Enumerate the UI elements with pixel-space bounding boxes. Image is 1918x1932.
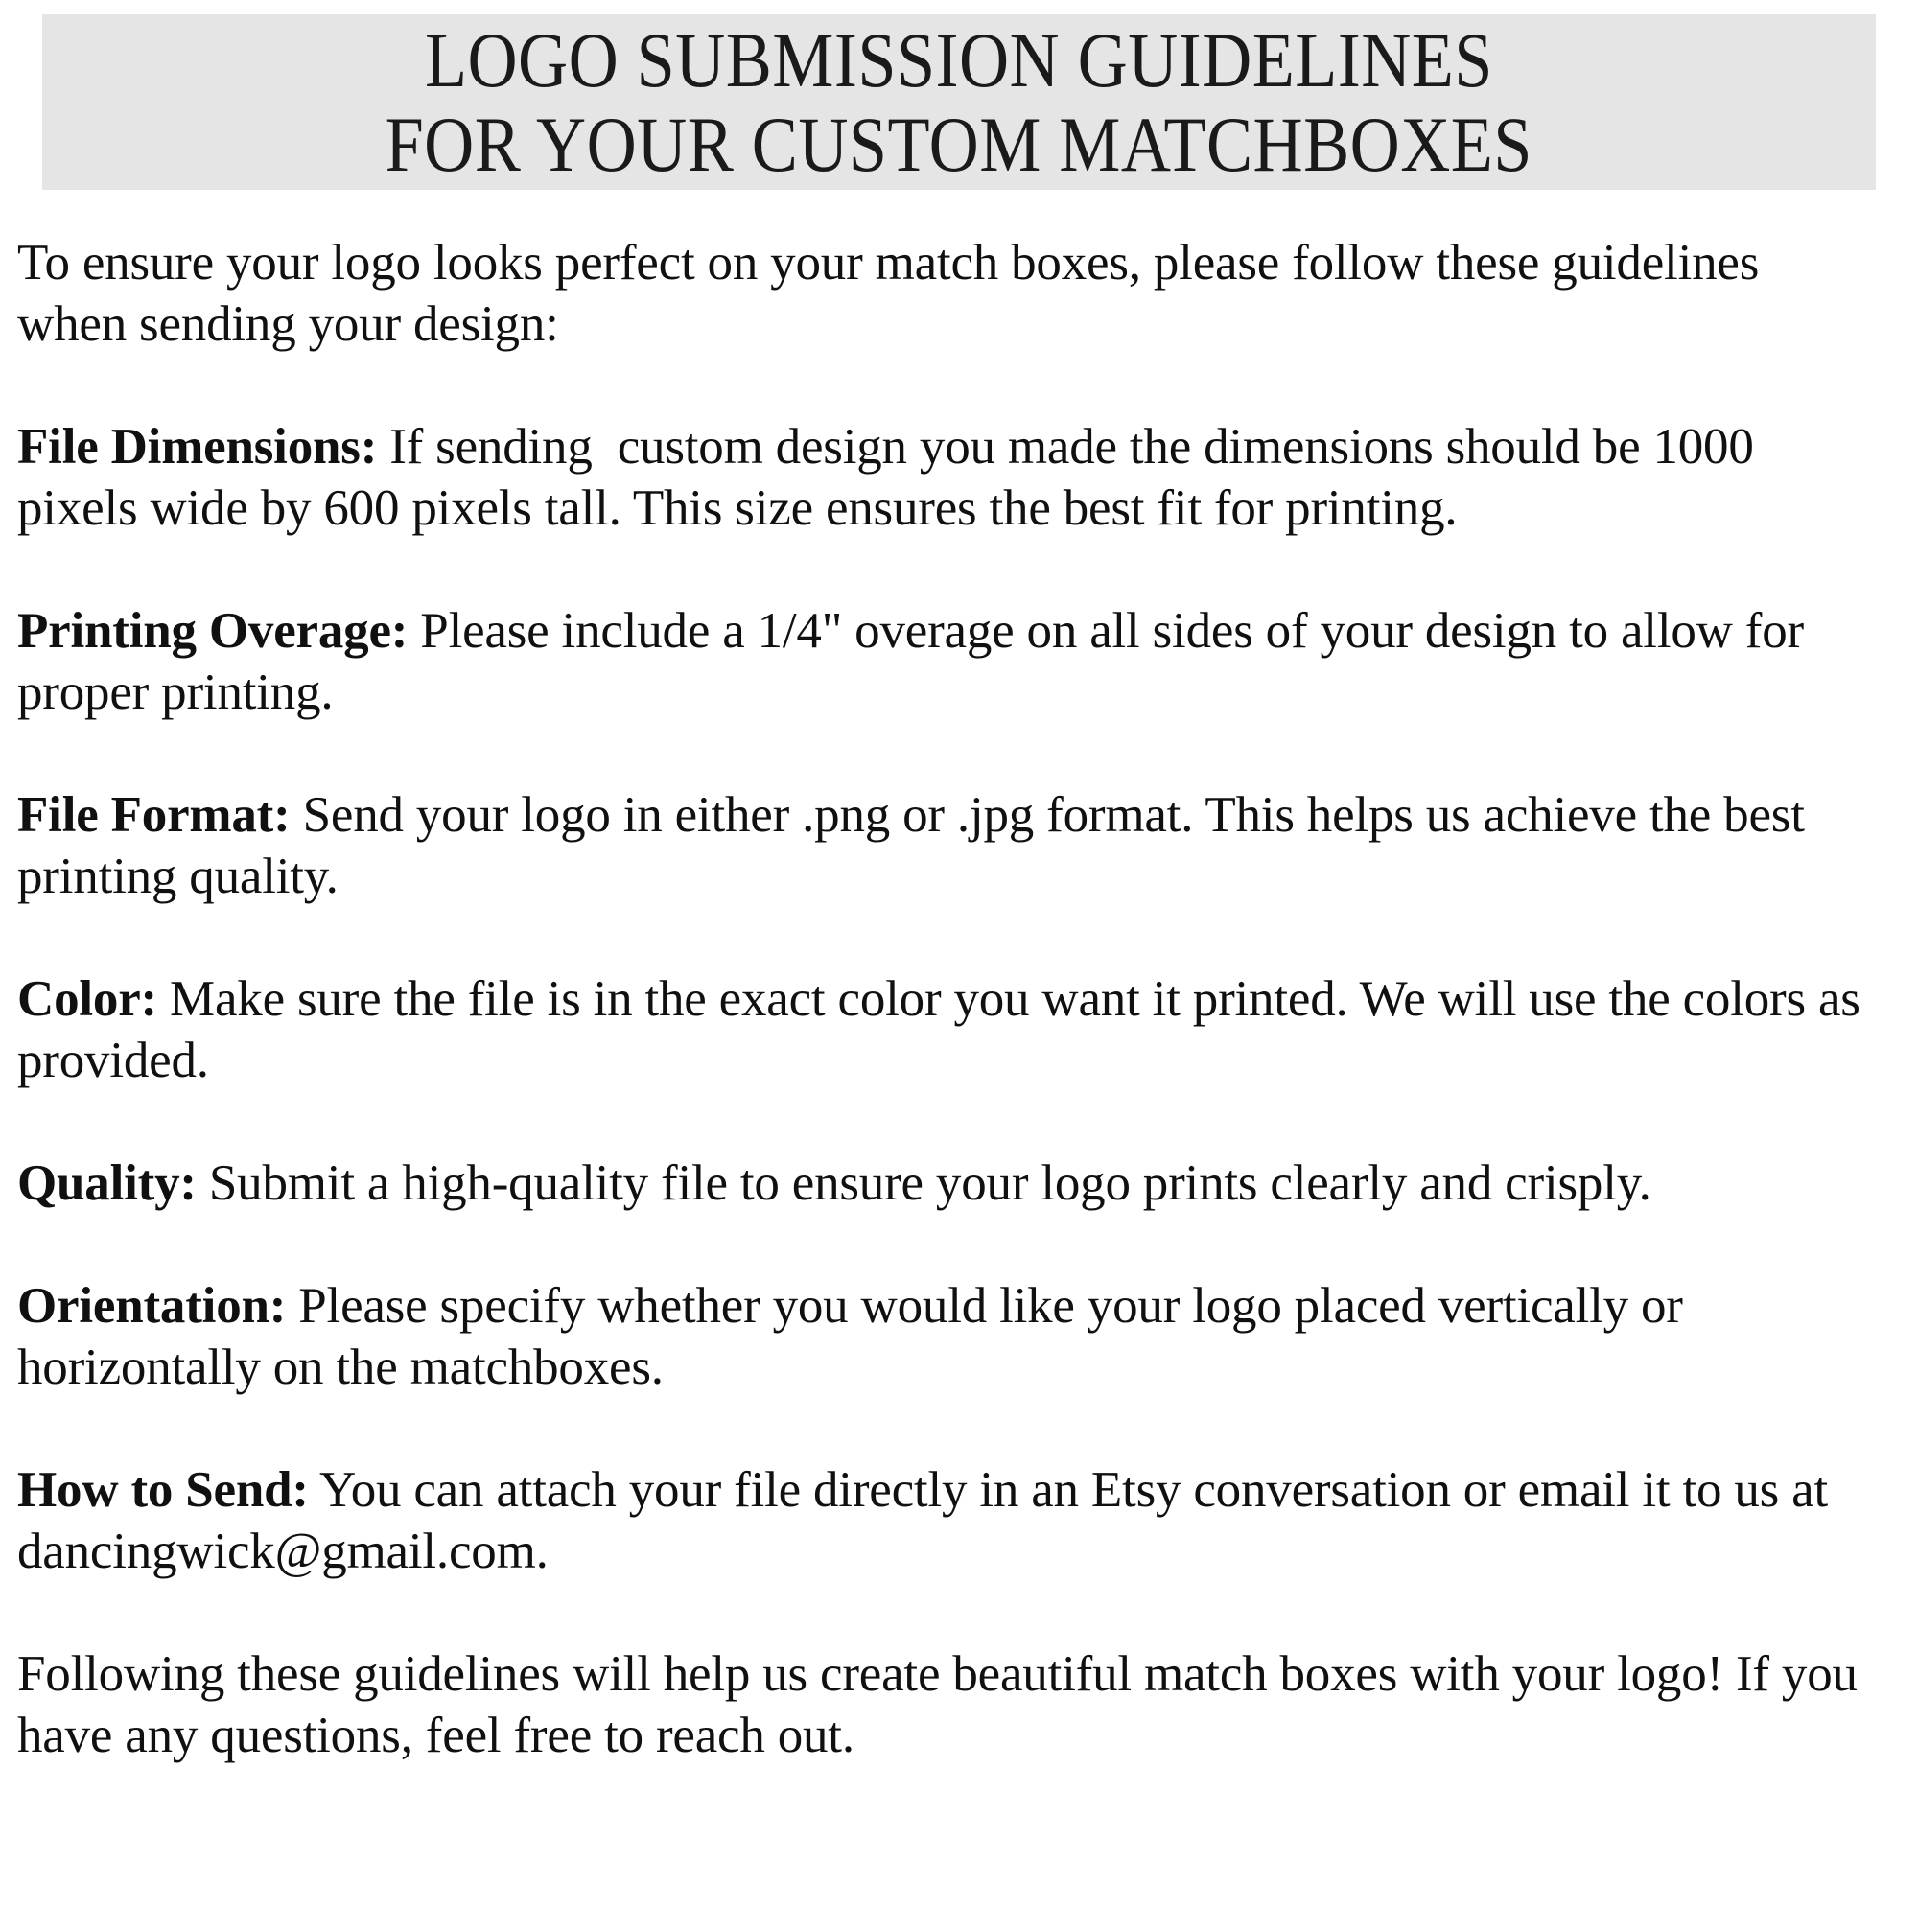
guideline-text-color: Make sure the file is in the exact color you want it printed. We will use the colors as provided. bbox=[17, 971, 1873, 1088]
guideline-paragraph-printing-overage bbox=[17, 600, 1872, 723]
intro-text: To ensure your logo looks perfect on your match boxes, please follow these guidelines when sending your design: bbox=[17, 235, 1772, 352]
guideline-text-how-to-send: You can attach your file directly in an Etsy conversation or email it to us at dancingwick@gmail.com. bbox=[17, 1462, 1841, 1579]
guideline-label-quality: Quality: bbox=[17, 1155, 197, 1211]
header-banner bbox=[42, 14, 1876, 190]
guideline-paragraph-file-dimensions bbox=[17, 416, 1872, 539]
closing-text: Following these guidelines will help us create beautiful match boxes with your logo! If you have any questions, feel free to reach out. bbox=[17, 1646, 1870, 1763]
guideline-text-quality: Submit a high-quality file to ensure your logo prints clearly and crisply. bbox=[196, 1155, 1651, 1211]
guideline-paragraph-orientation bbox=[17, 1275, 1872, 1398]
guideline-label-how-to-send: How to Send: bbox=[17, 1462, 309, 1518]
guideline-label-file-dimensions: File Dimensions: bbox=[17, 419, 378, 475]
intro-paragraph bbox=[17, 232, 1872, 355]
guideline-text-printing-overage: Please include a 1/4" overage on all sides of your design to allow for proper printing. bbox=[17, 603, 1817, 720]
guideline-label-orientation: Orientation: bbox=[17, 1278, 287, 1334]
guideline-label-printing-overage: Printing Overage: bbox=[17, 603, 409, 659]
guideline-paragraph-color bbox=[17, 968, 1872, 1091]
document-body bbox=[0, 190, 1918, 1766]
guideline-text-file-dimensions: If sending custom design you made the dimensions should be 1000 pixels wide by 600 pixels tall. This size ensures the best fit for printing. bbox=[17, 419, 1766, 536]
guideline-text-file-format: Send your logo in either .png or .jpg format. This helps us achieve the best printing quality. bbox=[17, 787, 1817, 904]
document-page bbox=[0, 14, 1918, 1932]
guideline-label-color: Color: bbox=[17, 971, 157, 1027]
guideline-paragraph-quality bbox=[17, 1152, 1872, 1214]
guideline-text-orientation: Please specify whether you would like your logo placed vertically or horizontally on the matchboxes. bbox=[17, 1278, 1696, 1395]
guideline-paragraph-how-to-send bbox=[17, 1459, 1872, 1582]
page-title-line-1: LOGO SUBMISSION GUIDELINES bbox=[425, 15, 1493, 104]
page-title-line-2: FOR YOUR CUSTOM MATCHBOXES bbox=[385, 100, 1533, 188]
guideline-label-file-format: File Format: bbox=[17, 787, 291, 843]
closing-paragraph bbox=[17, 1643, 1872, 1766]
guideline-paragraph-file-format bbox=[17, 784, 1872, 907]
